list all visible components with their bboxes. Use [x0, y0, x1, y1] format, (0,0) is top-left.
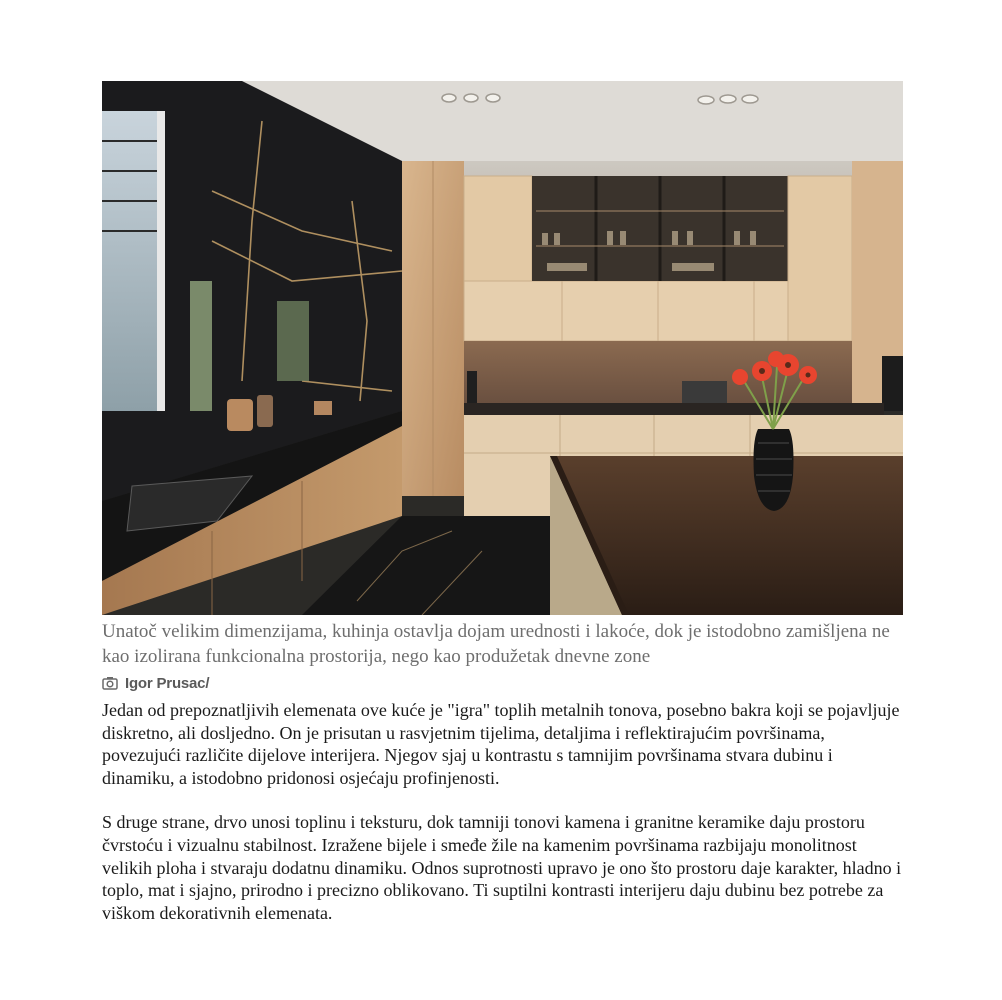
article — [102, 81, 903, 924]
paragraph: Jedan od prepoznatljivih elemenata ove kuće je "igra" toplih metalnih tonova, posebno bakra koji se pojavljuje diskretno, ali dosljedno. On je prisutan u rasvjetnim tijelima, detaljima i reflektirajućim površinama, povezujući različite dijelove interijera. Njegov sjaj u kontrastu s tamnijim površinama stvara dubinu i dinamiku, a istodobno pridonosi osjećaju profinjenosti. — [102, 700, 900, 788]
kitchen-illustration — [102, 81, 903, 615]
kitchen-photo — [102, 81, 903, 615]
article-body — [102, 699, 903, 924]
photographer-name: Igor Prusac/ — [125, 674, 210, 692]
paragraph: S druge strane, drvo unosi toplinu i teksturu, dok tamniji tonovi kamena i granitne keramike daju prostoru čvrstoću i vizualnu stabilnost. Izražene bijele i smeđe žile na kamenim površinama razbijaju monolitnost velikih ploha i stvaraju dodatnu dinamiku. Odnos suprotnosti upravo je ono što prostoru daje karakter, hladno i toplo, mat i sjajno, prirodno i precizno oblikovano. Ti suptilni kontrasti interijeru daju dubinu bez potrebe za viškom dekorativnih elemenata. — [102, 812, 902, 923]
camera-icon — [102, 676, 118, 690]
photo-credit — [102, 673, 903, 693]
image-caption: Unatoč velikim dimenzijama, kuhinja ostavlja dojam urednosti i lakoće, dok je istodobno zamišljena ne kao izolirana funkcionalna prostorija, nego kao produžetak dnevne zone — [102, 621, 890, 667]
